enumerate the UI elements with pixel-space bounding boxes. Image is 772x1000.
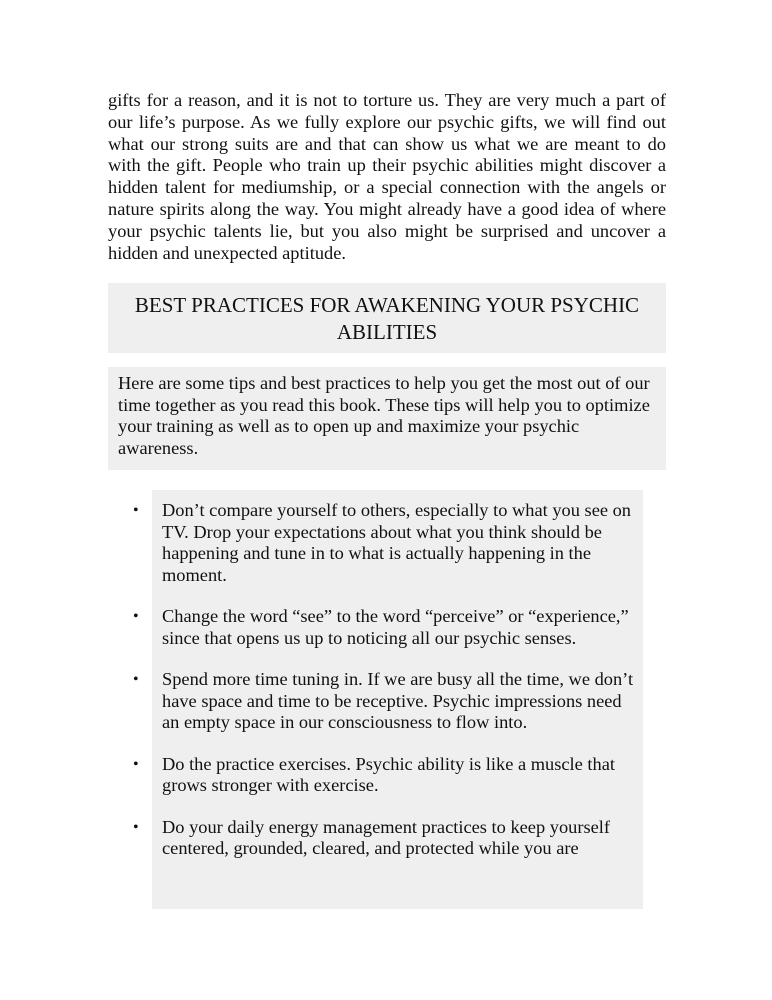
- bullet-icon: •: [133, 671, 139, 688]
- practices-list: [133, 500, 638, 880]
- list-item-text: Do the practice exercises. Psychic ability is like a muscle that grows stronger with exercise.: [162, 753, 615, 795]
- list-item: [133, 753, 638, 797]
- tips-intro-box: Here are some tips and best practices to help you get the most out of our time together as you read this book. These tips will help you to optimize your training as well as to open up and maximize your psychic awareness.: [108, 367, 666, 470]
- bullet-icon: •: [133, 502, 139, 519]
- list-item-text: Spend more time tuning in. If we are busy all the time, we don’t have space and time to be receptive. Psychic impressions need an empty space in our consciousness to flow into.: [162, 669, 634, 732]
- intro-paragraph: gifts for a reason, and it is not to torture us. They are very much a part of our life’s purpose. As we fully explore our psychic gifts, we will find out what our strong suits are and that can show us what we are meant to do with the gift. People who train up their psychic abilities might discover a hidden talent for mediumship, or a special connection with the angels or nature spirits along the way. You might already have a good idea of where your psychic talents lie, but you also might be surprised and uncover a hidden and unexpected aptitude.: [108, 90, 666, 263]
- list-item: [133, 816, 638, 860]
- bullet-icon: •: [133, 755, 139, 773]
- list-item-text: Change the word “see” to the word “perceive” or “experience,” since that opens us up to noticing all our psychic senses.: [162, 606, 629, 648]
- list-item: [133, 606, 638, 649]
- list-item: [133, 500, 638, 586]
- list-item: [133, 669, 638, 734]
- bullet-icon: •: [133, 608, 139, 625]
- bullet-icon: •: [133, 818, 139, 836]
- section-heading: BEST PRACTICES FOR AWAKENING YOUR PSYCHIC ABILITIES: [108, 283, 666, 353]
- list-item-text: Do your daily energy management practices to keep yourself centered, grounded, cleared, and protected while you are: [162, 816, 611, 858]
- list-item-text: Don’t compare yourself to others, especially to what you see on TV. Drop your expectations about what you think should be happening and tune in to what is actually happening in the moment.: [162, 500, 632, 585]
